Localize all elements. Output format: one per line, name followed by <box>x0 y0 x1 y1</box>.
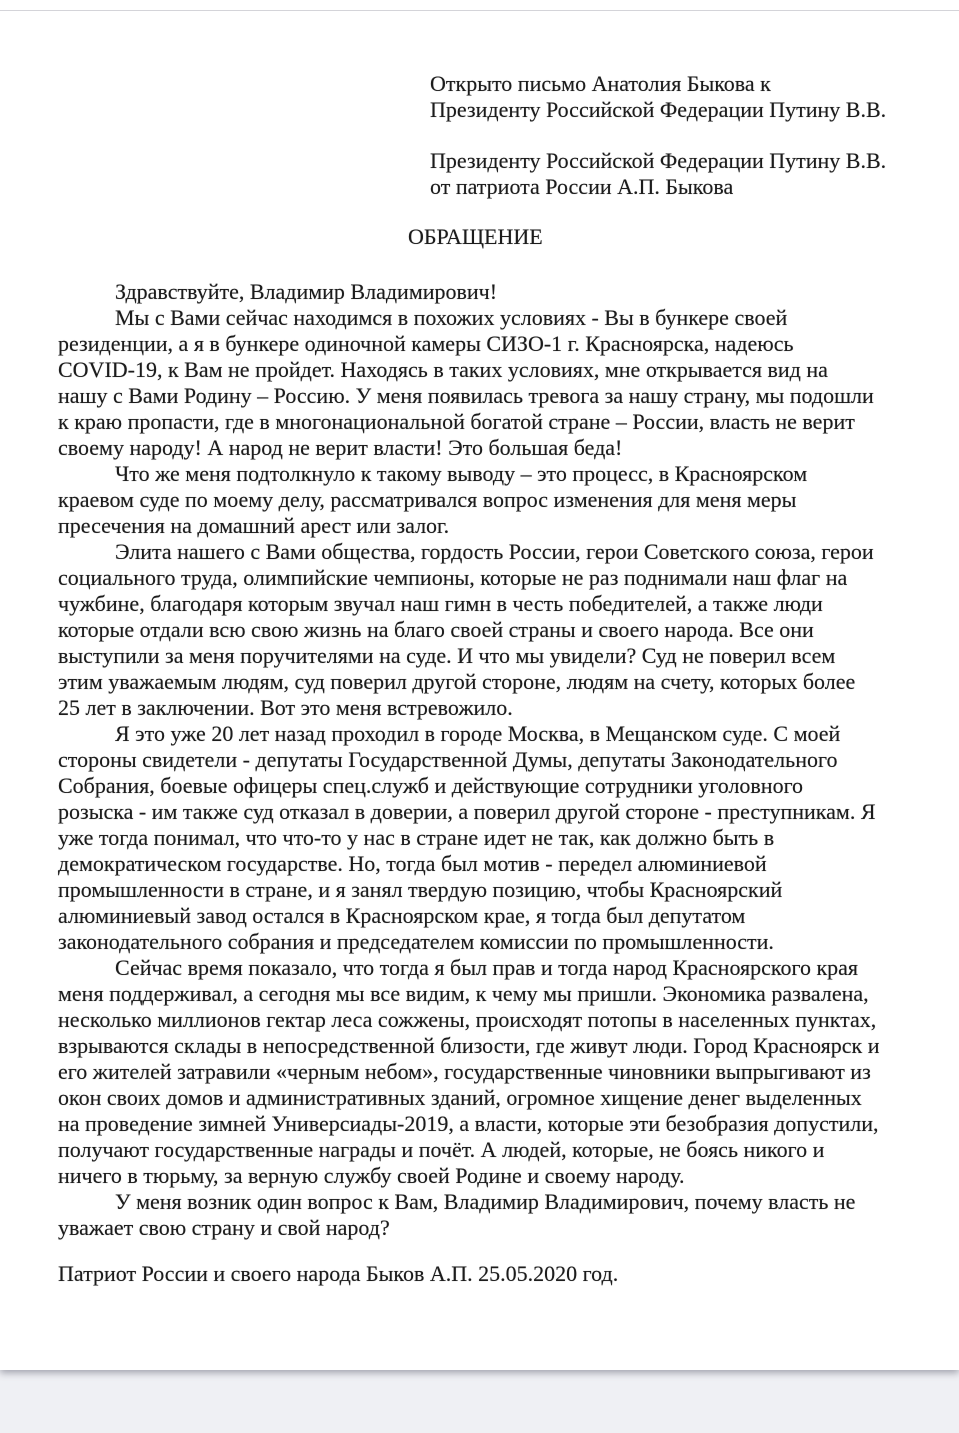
text-line: его жителей затравили «черным небом», государственные чиновники выпрыгивают из <box>58 1059 871 1084</box>
text-line: взрываются склады в непосредственной близости, где живут люди. Город Красноярск и <box>58 1033 880 1058</box>
addressee-line: Президенту Российской Федерации Путину В.В. <box>430 148 887 173</box>
text-line: 25 лет в заключении. Вот это меня встревожило. <box>58 695 513 720</box>
text-line: этим уважаемым людям, суд поверил другой стороне, людям на счету, которых более <box>58 669 856 694</box>
text-line: демократическом государстве. Но, тогда был мотив - передел алюминиевой <box>58 851 767 876</box>
text-line: алюминиевый завод остался в Красноярском крае, я тогда был депутатом <box>58 903 746 928</box>
text-line: Мы с Вами сейчас находимся в похожих условиях - Вы в бункере своей <box>115 305 788 330</box>
text-line: пресечения на домашний арест или залог. <box>58 513 450 538</box>
heading-line: Открыто письмо Анатолия Быкова к <box>430 71 771 96</box>
paragraph <box>58 955 959 1189</box>
text-line: Элита нашего с Вами общества, гордость России, герои Советского союза, герои <box>115 539 874 564</box>
signature-block <box>58 1261 959 1287</box>
text-line: на проведение зимней Универсиады-2019, а власти, которые эти безобразия допустили, <box>58 1111 879 1136</box>
text-line: Сейчас время показало, что тогда я был прав и тогда народ Красноярского края <box>115 955 859 980</box>
text-line: выступили за меня поручителями на суде. И что мы увидели? Суд не поверил всем <box>58 643 836 668</box>
text-line: чужбине, благодаря которым звучал наш гимн в честь победителей, а также люди <box>58 591 823 616</box>
paragraph <box>58 279 959 305</box>
text-line: уважает свою страну и свой народ? <box>58 1215 390 1240</box>
paragraph <box>58 305 959 461</box>
text-line: которые отдали всю свою жизнь на благо своей страны и своего народа. Все они <box>58 617 814 642</box>
paragraph <box>58 461 959 539</box>
addressee-line: от патриота России А.П. Быкова <box>430 174 734 199</box>
text-line: окон своих домов и административных зданий, огромное хищение денег выделенных <box>58 1085 862 1110</box>
letter-body <box>58 279 959 1241</box>
paragraph <box>58 539 959 721</box>
text-line: нашу с Вами Родину – Россию. У меня появилась тревога за нашу страну, мы подошли <box>58 383 874 408</box>
text-line: Собрания, боевые офицеры спец.служб и действующие сотрудники уголовного <box>58 773 804 798</box>
text-line: ничего в тюрьму, за верную службу своей Родине и своему народу. <box>58 1163 685 1188</box>
text-line: резиденции, а я в бункере одиночной камеры СИЗО-1 г. Красноярска, надеюсь <box>58 331 794 356</box>
text-line: социального труда, олимпийские чемпионы, которые не раз поднимали наш флаг на <box>58 565 848 590</box>
signature-line: Патриот России и своего народа Быков А.П. 25.05.2020 год. <box>58 1261 619 1286</box>
top-divider <box>0 10 959 11</box>
text-line: У меня возник один вопрос к Вам, Владимир Владимирович, почему власть не <box>115 1189 856 1214</box>
addressee-block <box>430 148 959 200</box>
heading-line: Президенту Российской Федерации Путину В.В. <box>430 97 887 122</box>
text-line: стороны свидетели - депутаты Государственной Думы, депутаты Законодательного <box>58 747 838 772</box>
text-line: к краю пропасти, где в многонациональной богатой стране – России, власть не верит <box>58 409 855 434</box>
text-line: уже тогда понимал, что что-то у нас в стране идет не так, как должно быть в <box>58 825 775 850</box>
text-line: розыска - им также суд отказал в доверии, а поверил другой стороне - преступникам. Я <box>58 799 876 824</box>
paragraph <box>58 1189 959 1241</box>
text-line: несколько миллионов гектар леса сожжены, происходят потопы в населенных пунктах, <box>58 1007 877 1032</box>
paragraph <box>58 721 959 955</box>
text-line: получают государственные награды и почёт. А людей, которые, не боясь никого и <box>58 1137 825 1162</box>
text-line: меня поддерживал, а сегодня мы все видим, к чему мы пришли. Экономика развалена, <box>58 981 869 1006</box>
letter-title: ОБРАЩЕНИЕ <box>408 224 543 249</box>
text-line: Я это уже 20 лет назад проходил в городе Москва, в Мещанском суде. С моей <box>115 721 841 746</box>
text-line: COVID-19, к Вам не пройдет. Находясь в таких условиях, мне открывается вид на <box>58 357 828 382</box>
text-line: своему народу! А народ не верит власти! Это большая беда! <box>58 435 623 460</box>
text-line: Здравствуйте, Владимир Владимирович! <box>115 279 498 304</box>
text-line: законодательного собрания и председателем комиссии по промышленности. <box>58 929 774 954</box>
text-line: промышленности в стране, и я занял твердую позицию, чтобы Красноярский <box>58 877 783 902</box>
text-line: краевом суде по моему делу, рассматривался вопрос изменения для меня меры <box>58 487 797 512</box>
text-line: Что же меня подтолкнуло к такому выводу – это процесс, в Красноярском <box>115 461 808 486</box>
letter-heading <box>430 71 959 123</box>
